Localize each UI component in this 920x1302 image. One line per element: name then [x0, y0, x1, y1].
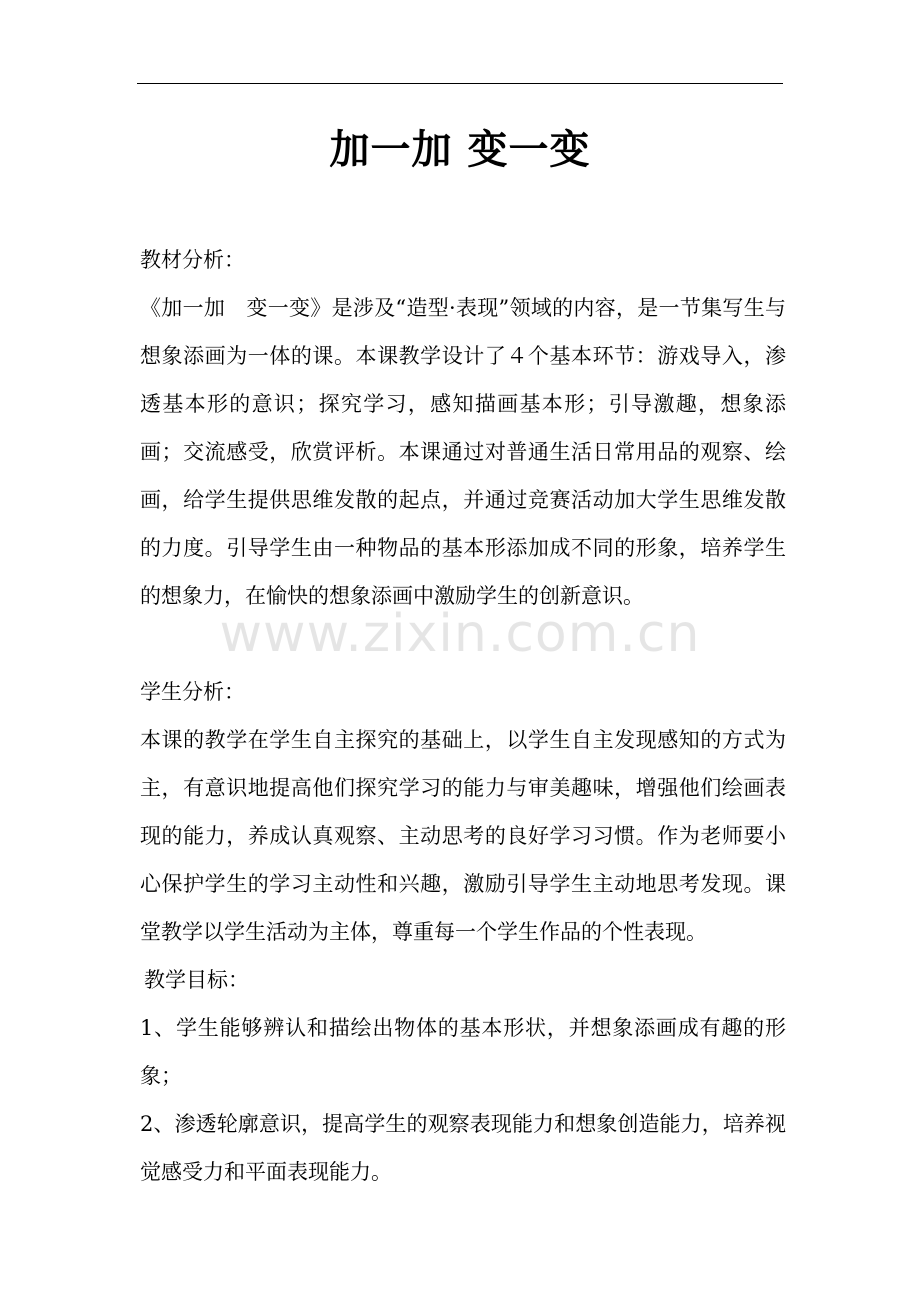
section-paragraph-students: 本课的教学在学生自主探究的基础上，以学生自主发现感知的方式为主，有意识地提高他们探究学习的能力与审美趣味，增强他们绘画表现的能力，养成认真观察、主动思考的良好学习习惯。作为老师要小心保护学生的学习主动性和兴趣，激励引导学生主动地思考发现。课堂教学以学生活动为主体，尊重每一个学生作品的个性表现。: [140, 728, 786, 944]
document-title: 加一加 变一变: [329, 126, 591, 173]
objective-item-2: 2、渗透轮廓意识，提高学生的观察表现能力和想象创造能力，培养视觉感受力和平面表现能力。: [140, 1112, 786, 1184]
header-rule: [137, 83, 783, 84]
objective-item-1: 1、学生能够辨认和描绘出物体的基本形状，并想象添画成有趣的形象；: [140, 1016, 786, 1088]
section-heading-materials: 教材分析：: [140, 248, 245, 272]
section-heading-students: 学生分析：: [140, 680, 245, 704]
section-gap: [140, 620, 786, 668]
section-heading-objectives: 教学目标：: [144, 968, 249, 992]
watermark-text: www.zixin.com.cn: [219, 604, 701, 664]
section-paragraph-materials: 《加一加 变一变》是涉及“造型·表现”领域的内容，是一节集写生与想象添画为一体的课。本课教学设计了４个基本环节：游戏导入，渗透基本形的意识；探究学习，感知描画基本形；引导激趣，想象添画；交流感受，欣赏评析。本课通过对普通生活日常用品的观察、绘画，给学生提供思维发散的起点，并通过竞赛活动加大学生思维发散的力度。引导学生由一种物品的基本形添加成不同的形象，培养学生的想象力，在愉快的想象添画中激励学生的创新意识。: [140, 296, 786, 608]
document-body: [140, 236, 786, 1196]
